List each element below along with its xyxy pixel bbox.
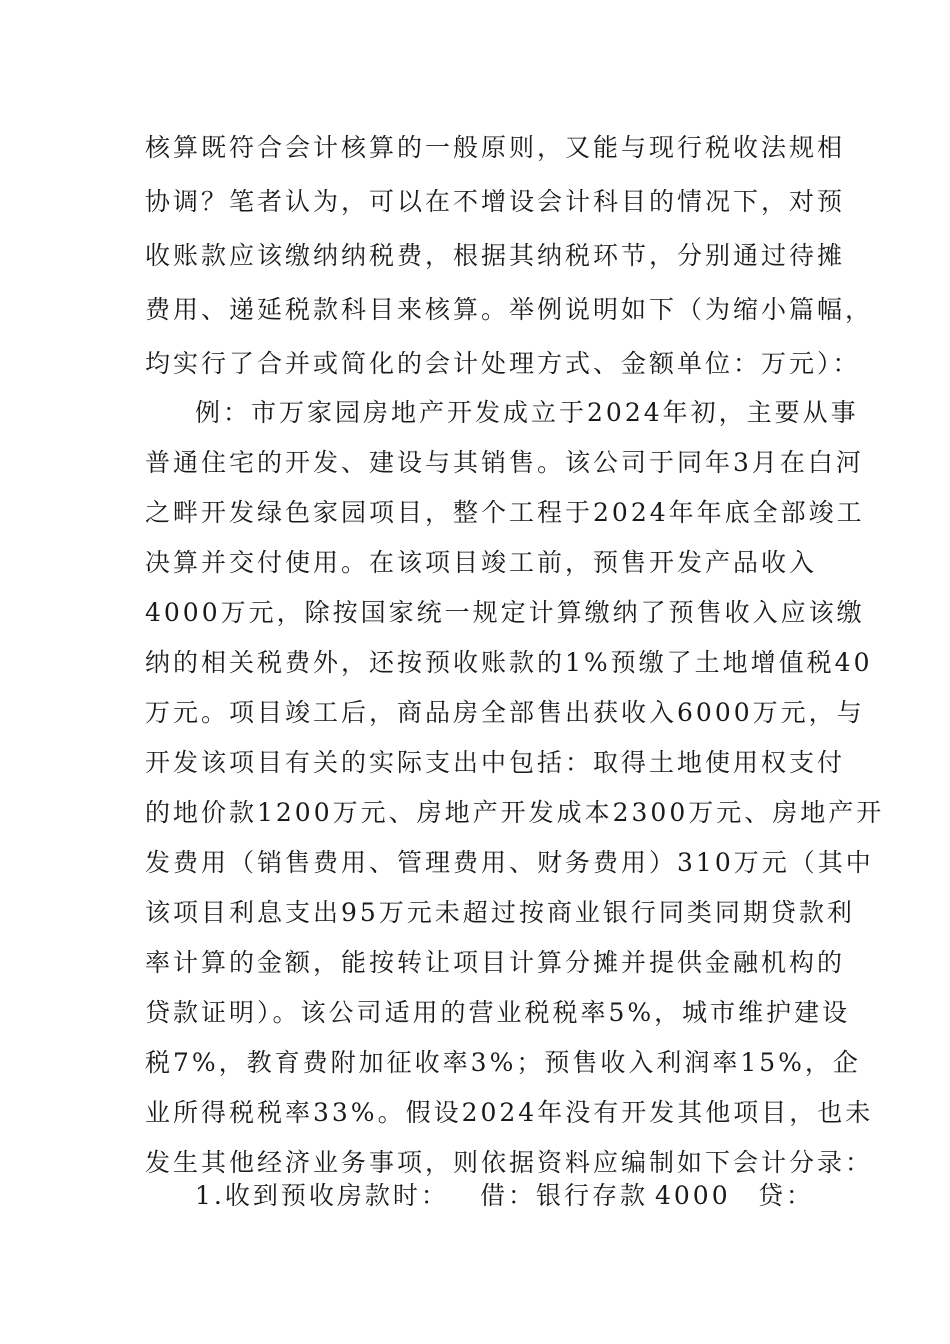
text-line-9: 决算并交付使用。在该项目竣工前，预售开发产品收入 [145,548,818,577]
text-line-18: 贷款证明）。该公司适用的营业税税率5%，城市维护建设 [145,998,851,1027]
text-line-20: 业所得税税率33%。假设2024年没有开发其他项目，也未 [145,1098,874,1127]
text-line-2: 协调？笔者认为，可以在不增设会计科目的情况下，对预 [145,187,846,216]
example-paragraph-start: 例：市万家园房地产开发成立于2024年初，主要从事 [195,398,859,427]
entry-amount: 4000 [655,1181,731,1210]
text-line-4: 费用、递延税款科目来核算。举例说明如下（为缩小篇幅， [145,295,874,324]
text-line-13: 开发该项目有关的实际支出中包括：取得土地使用权支付 [145,748,846,777]
text-line-5: 均实行了合并或简化的会计处理方式、金额单位：万元）： [145,349,861,378]
entry-debit: 借：银行存款 [480,1181,649,1210]
text-line-12: 万元。项目竣工后，商品房全部售出获收入6000万元，与 [145,698,865,727]
text-line-15: 发费用（销售费用、管理费用、财务费用）310万元（其中 [145,848,874,877]
text-line-11: 纳的相关税费外，还按预收账款的1%预缴了土地增值税40 [145,648,873,677]
text-line-1: 核算既符合会计核算的一般原则，又能与现行税收法规相 [145,133,846,162]
text-line-17: 率计算的金额，能按转让项目计算分摊并提供金融机构的 [145,948,846,977]
text-line-16: 该项目利息支出95万元未超过按商业银行同类同期贷款利 [145,898,855,927]
entry-credit: 贷： [758,1181,815,1210]
text-line-7: 普通住宅的开发、建设与其销售。该公司于同年3月在白河 [145,448,864,477]
text-line-8: 之畔开发绿色家园项目，整个工程于2024年年底全部竣工 [145,498,865,527]
entry-label: 1.收到预收房款时： [195,1181,449,1210]
text-line-14: 的地价款1200万元、房地产开发成本2300万元、房地产开 [145,798,885,827]
text-line-19: 税7%，教育费附加征收率3%；预售收入利润率15%，企 [145,1048,861,1077]
text-line-21: 发生其他经济业务事项，则依据资料应编制如下会计分录： [145,1148,874,1177]
text-line-10: 4000万元，除按国家统一规定计算缴纳了预售收入应该缴 [145,598,865,627]
text-line-3: 收账款应该缴纳纳税费，根据其纳税环节，分别通过待摊 [145,241,846,270]
